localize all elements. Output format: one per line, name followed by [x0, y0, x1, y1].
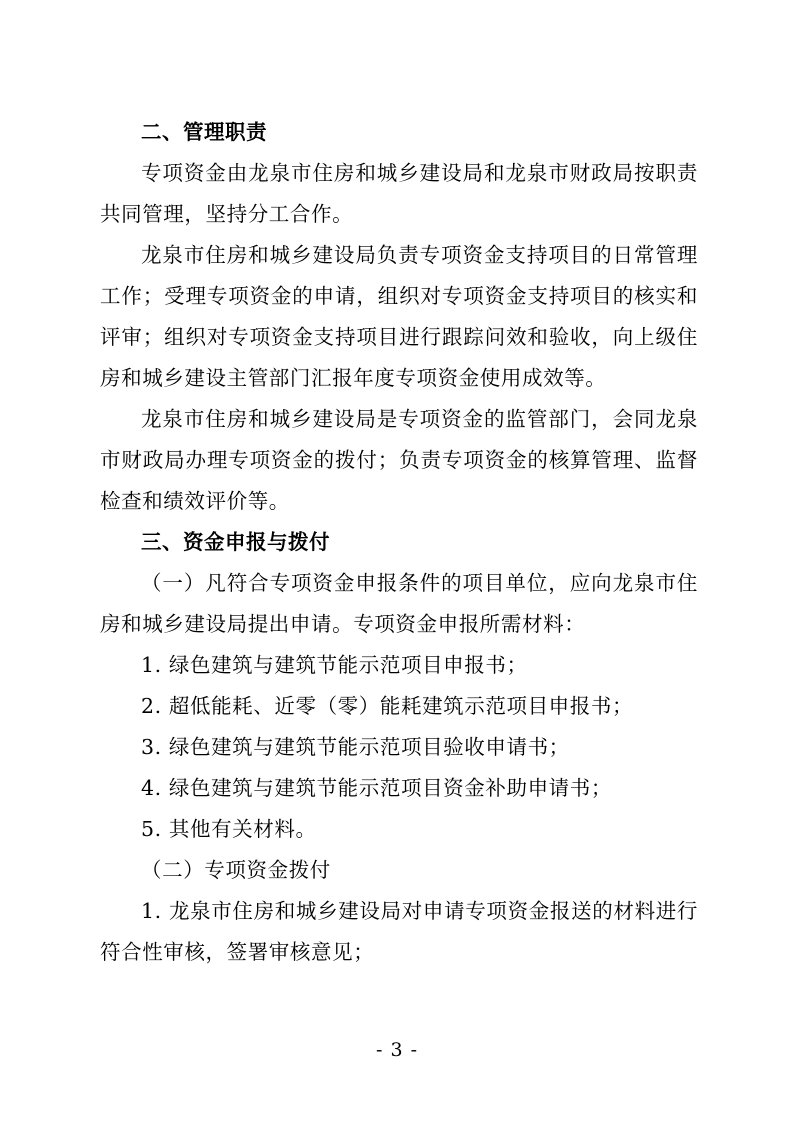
list-item-5: 5. 其他有关材料。	[141, 817, 317, 841]
paragraph-fund-disbursement-title: （二）专项资金拨付	[141, 858, 331, 882]
page-number: - 3 -	[375, 1039, 418, 1061]
paragraph-housing-bureau-duties: 龙泉市住房和城乡建设局负责专项资金支持项目的日常管理工作；受理专项资金的申请，组织对专项资金支持项目的核实和评审；组织对专项资金支持项目进行跟踪问效和验收，向上级住房和城乡建设主管部门汇报年度专项资金使用成效等。	[100, 243, 698, 390]
list-item-1: 1. 绿色建筑与建筑节能示范项目申报书；	[141, 653, 528, 677]
paragraph-application-conditions: （一）凡符合专项资金申报条件的项目单位，应向龙泉市住房和城乡建设局提出申请。专项资金申报所需材料：	[100, 571, 698, 636]
document-body	[100, 112, 698, 973]
list-item-3: 3. 绿色建筑与建筑节能示范项目验收申请书；	[141, 735, 570, 759]
list-item-4: 4. 绿色建筑与建筑节能示范项目资金补助申请书；	[141, 776, 612, 800]
paragraph-joint-management: 专项资金由龙泉市住房和城乡建设局和龙泉市财政局按职责共同管理，坚持分工合作。	[100, 161, 698, 226]
list-item-2: 2. 超低能耗、近零（零）能耗建筑示范项目申报书；	[141, 694, 634, 718]
section-heading-2: 二、管理职责	[141, 120, 267, 144]
paragraph-supervision-department: 龙泉市住房和城乡建设局是专项资金的监管部门，会同龙泉市财政局办理专项资金的拨付；负责专项资金的核算管理、监督检查和绩效评价等。	[100, 407, 698, 513]
section-heading-3: 三、资金申报与拨付	[141, 530, 330, 554]
paragraph-disbursement-step-1: 1. 龙泉市住房和城乡建设局对申请专项资金报送的材料进行符合性审核，签署审核意见；	[100, 899, 698, 964]
